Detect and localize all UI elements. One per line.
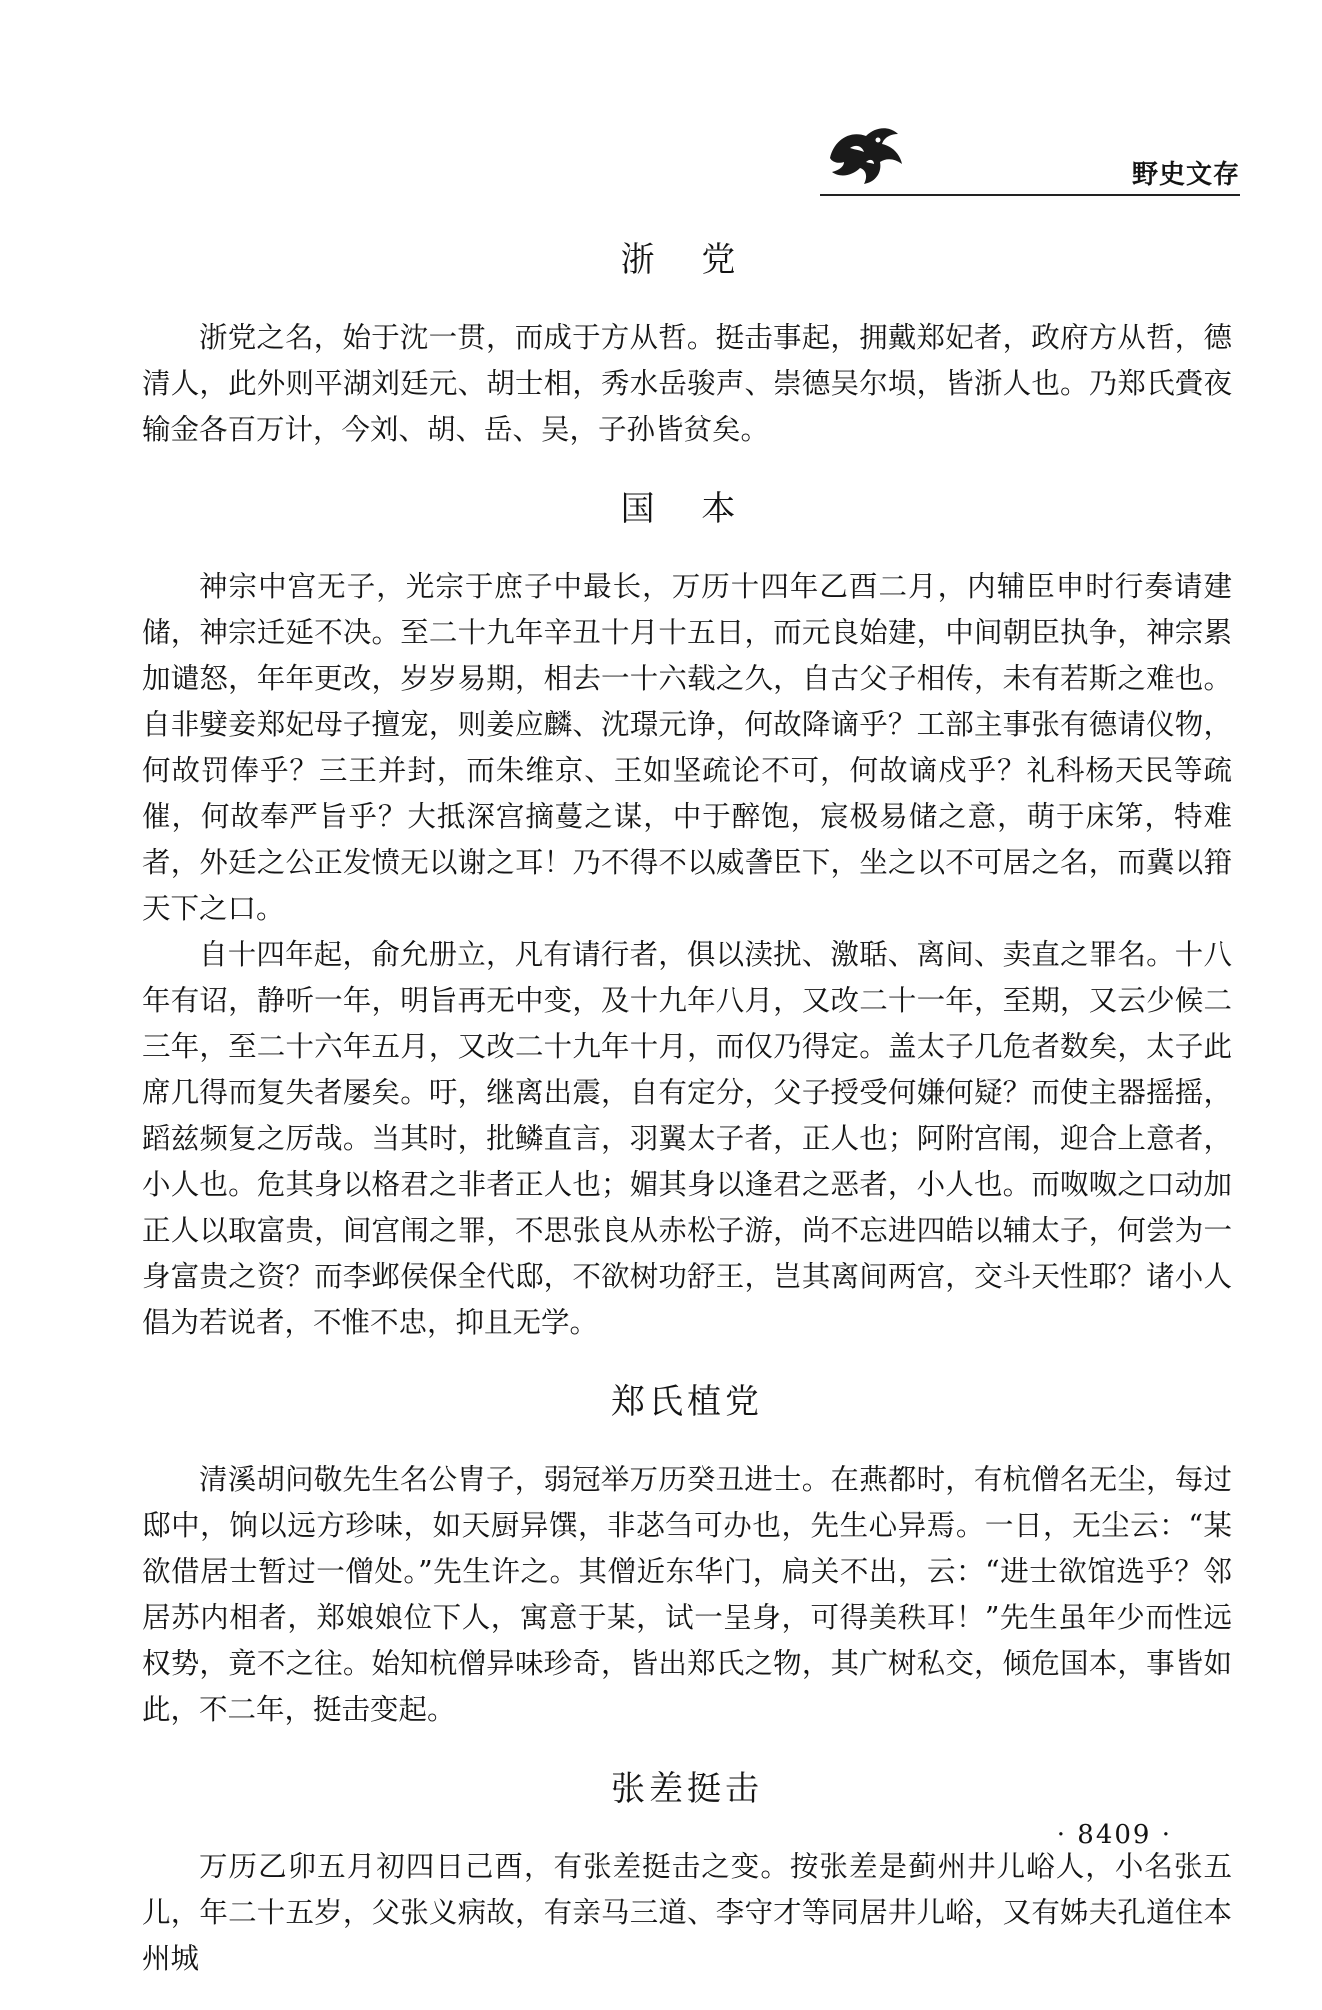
paragraph: 清溪胡问敬先生名公胄子，弱冠举万历癸丑进士。在燕都时，有杭僧名无尘，每过邸中，饷以远方珍味，如天厨异馔，非苾刍可办也，先生心异焉。一日，无尘云：“某欲借居士暂过一僧处。”先生许之。其僧近东华门，扃关不出，云：“进士欲馆选乎？邻居苏内相者，郑娘娘位下人，寓意于某，试一呈身，可得美秩耳！”先生虽年少而性远权势，竟不之往。始知杭僧异味珍奇，皆出郑氏之物，其广树私交，倾危国本，事皆如此，不二年，挺击变起。 [142, 1463, 1232, 1726]
paragraph: 浙党之名，始于沈一贯，而成于方从哲。挺击事起，拥戴郑妃者，政府方从哲，德清人，此外则平湖刘廷元、胡士相，秀水岳骏声、崇德吴尔埙，皆浙人也。乃郑氏賫夜输金各百万计，今刘、胡、岳、吴，子孙皆贫矣。 [142, 321, 1232, 446]
paragraph: 自十四年起，俞允册立，凡有请行者，俱以渎扰、激聒、离间、卖直之罪名。十八年有诏，静听一年，明旨再无中变，及十九年八月，又改二十一年，至期，又云少候二三年，至二十六年五月，又改二十九年十月，而仅乃得定。盖太子几危者数矣，太子此席几得而复失者屡矣。吁，继离出震，自有定分，父子授受何嫌何疑？而使主器摇摇，蹈兹频复之厉哉。当其时，批鳞直言，羽翼太子者，正人也；阿附宫闱，迎合上意者，小人也。危其身以格君之非者正人也；媚其身以逢君之恶者，小人也。而呶呶之口动加正人以取富贵，间宫闱之罪，不思张良从赤松子游，尚不忘进四皓以辅太子，何尝为一身富贵之资？而李邺侯保全代邸，不欲树功舒王，岂其离间两宫，交斗天性耶？诸小人倡为若说者，不惟不忠，抑且无学。 [142, 938, 1232, 1339]
paragraph: 万历乙卯五月初四日己酉，有张差挺击之变。按张差是蓟州井儿峪人，小名张五儿，年二十五岁，父张义病故，有亲马三道、李守才等同居井儿峪，又有姊夫孔道住本州城 [142, 1850, 1232, 1975]
section-zhe-dang [142, 232, 1232, 453]
series-title: 野史文存 [1131, 160, 1240, 190]
section-zheng-shi-zhi-dang [142, 1374, 1232, 1733]
dragon-emblem-icon [820, 118, 910, 190]
page-number: · 8409 · [1056, 1820, 1172, 1850]
header-rule [820, 194, 1240, 196]
paragraph: 神宗中宫无子，光宗于庶子中最长，万历十四年乙酉二月，内辅臣申时行奏请建储，神宗迁延不决。至二十九年辛丑十月十五日，而元良始建，中间朝臣执争，神宗累加谴怒，年年更改，岁岁易期，相去一十六载之久，自古父子相传，未有若斯之难也。自非嬖妾郑妃母子擅宠，则姜应麟、沈璟元诤，何故降谪乎？工部主事张有德请仪物，何故罚俸乎？三王并封，而朱维京、王如坚疏论不可，何故谪戍乎？礼科杨天民等疏催，何故奉严旨乎？大抵深宫摘蔓之谋，中于醉饱，宸极易储之意，萌于床笫，特难者，外廷之公正发愤无以谢之耳！乃不得不以威詟臣下，坐之以不可居之名，而冀以箝天下之口。 [142, 570, 1232, 925]
section-title: 国 本 [620, 489, 754, 529]
section-guo-ben [142, 481, 1232, 1346]
section-title: 浙 党 [620, 240, 754, 280]
section-title: 郑氏植党 [611, 1382, 763, 1422]
section-title: 张差挺击 [611, 1769, 763, 1809]
section-zhang-cha-ting-ji [142, 1761, 1232, 1982]
page-content [142, 232, 1232, 2010]
running-header [820, 118, 1240, 200]
